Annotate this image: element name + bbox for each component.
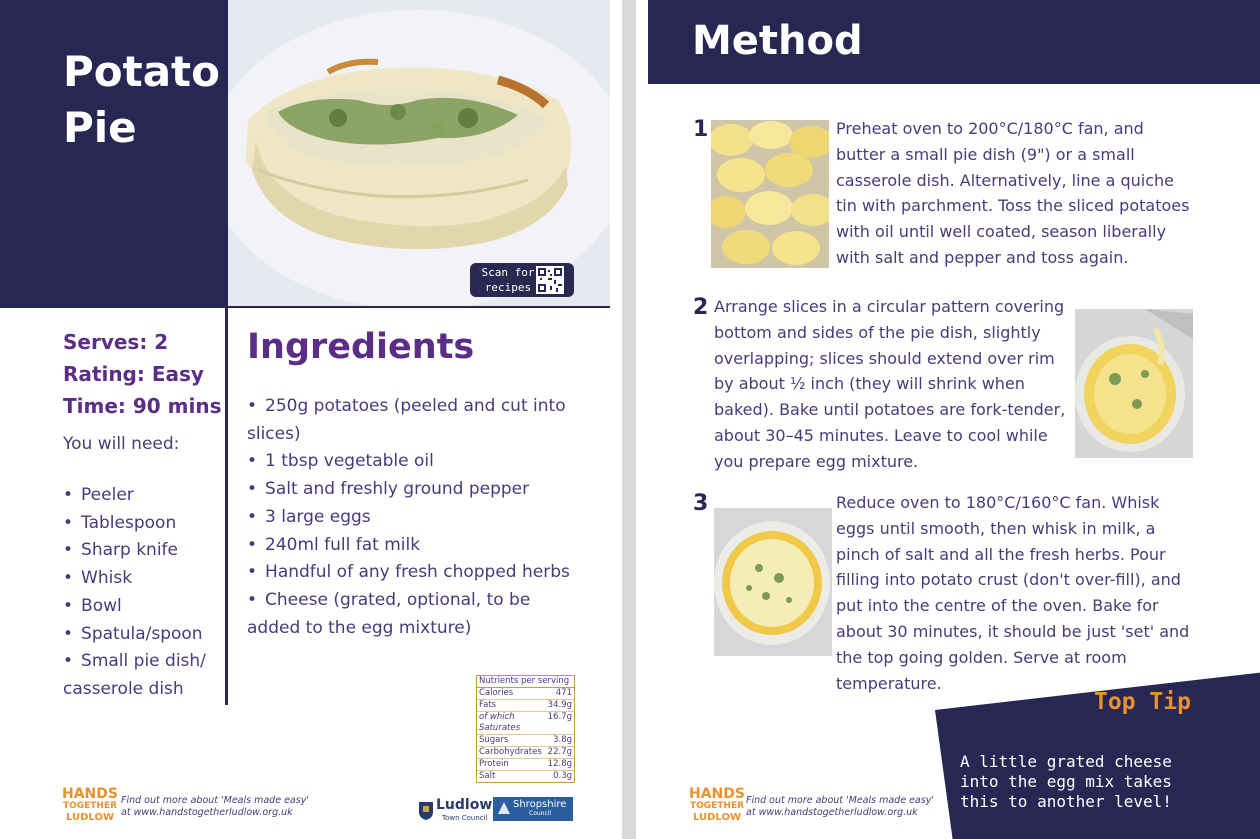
shropshire-council-logo: [493, 797, 573, 821]
equipment-item: • Whisk: [63, 565, 223, 593]
nutrition-row: [477, 700, 574, 712]
recipe-page-right: [648, 0, 1260, 839]
title-line-2: Pie: [63, 103, 137, 152]
nutrition-label: Carbohydrates: [479, 747, 542, 757]
nutrition-label: Salt: [479, 771, 496, 781]
equipment-item: • Tablespoon: [63, 510, 223, 538]
nutrition-label: of which Saturates: [479, 712, 521, 733]
nutrition-value: 16.7g: [547, 712, 572, 722]
nutrition-label: Sugars: [479, 735, 509, 745]
equipment-item: • Small pie dish/ casserole dish: [63, 648, 223, 703]
egg-filled-pie-illustration: [714, 508, 832, 656]
step-2-text: Arrange slices in a circular pattern covering bottom and sides of the pie dish, slightly overlapping; slices should extend over rim by about ½ inch (they will shrink when baked). Bake until potatoes are fork-tender, about 30–45 minutes. Leave to cool while you prepare egg mixture.: [714, 297, 1066, 471]
rating-label: Rating: Easy: [63, 362, 204, 386]
equipment-list: [63, 482, 223, 704]
ingredient-item: • 250g potatoes (peeled and cut into slices): [247, 393, 587, 448]
step-3-photo: [714, 508, 832, 656]
step-1-text: Preheat oven to 200°C/180°C fan, and butter a small pie dish (9") or a small casserole dish. Alternatively, line a quiche tin with parchment. Toss the sliced potatoes with oil until well coated, season liberally with salt and pepper and toss again.: [836, 119, 1190, 267]
nutrition-value: 12.8g: [547, 759, 572, 769]
step-1-photo: [711, 120, 829, 268]
top-tip-heading: Top Tip: [1094, 689, 1191, 715]
nutrition-header: Nutrients per serving: [477, 676, 574, 688]
nutrition-label: Fats: [479, 700, 497, 710]
qr-badge-text: [477, 265, 539, 295]
nutrition-value: 34.9g: [547, 700, 572, 710]
nutrition-value: 471: [555, 688, 572, 698]
logo-line-3: LUDLOW: [66, 812, 114, 823]
shropshire-emblem-icon: [497, 801, 511, 815]
ingredient-item: • 1 tbsp vegetable oil: [247, 448, 587, 476]
potato-pie-photo: [228, 0, 610, 306]
method-header: [648, 0, 1260, 84]
qr-scan-badge[interactable]: [470, 263, 574, 297]
title-line-1: Potato: [63, 47, 220, 96]
equipment-item: • Bowl: [63, 593, 223, 621]
page-gap: [610, 0, 622, 839]
nutrition-label: Calories: [479, 688, 514, 698]
recipe-page-left: [0, 0, 610, 839]
qr-badge-line-1: Scan for: [481, 266, 535, 279]
qr-code-icon[interactable]: [536, 266, 564, 294]
page-gap-right: [636, 0, 648, 839]
ludlow-council-name: Ludlow: [436, 797, 493, 813]
shropshire-council-name: Shropshire: [513, 799, 567, 810]
vertical-divider: [225, 306, 228, 705]
recipe-title: [63, 44, 223, 156]
nutrition-label: Protein: [479, 759, 509, 769]
nutrition-row: [477, 771, 574, 782]
footer-link[interactable]: at www.handstogetherludlow.org.uk: [746, 807, 918, 818]
ingredient-item: • 3 large eggs: [247, 504, 587, 532]
serves-label: Serves: 2: [63, 330, 169, 354]
title-block: [0, 0, 228, 306]
step-3-text: Reduce oven to 180°C/160°C fan. Whisk eggs until smooth, then whisk in milk, a pinch of salt and all the fresh herbs. Pour filling into potato crust (don't over-fill), and put into the centre of the oven. Bake for about 30 minutes, it should be just 'set' and the top going golden. Serve at room temperature.: [836, 493, 1190, 693]
horizontal-divider: [0, 306, 610, 308]
logo-line-1: HANDS: [62, 786, 118, 802]
nutrition-table: [476, 675, 575, 783]
logo-line-3: LUDLOW: [693, 812, 741, 823]
ingredients-list: [247, 393, 587, 642]
qr-badge-line-2: recipes: [484, 281, 532, 294]
nutrition-row: [477, 712, 574, 735]
logo-line-1: HANDS: [689, 786, 745, 802]
nutrition-value: 0.3g: [553, 771, 572, 781]
nutrition-value: 22.7g: [547, 747, 572, 757]
potato-pie-illustration: [228, 0, 610, 306]
nutrition-row: [477, 747, 574, 759]
step-1-number: 1: [693, 117, 709, 142]
ingredient-item: • Handful of any fresh chopped herbs: [247, 559, 587, 587]
recipe-meta: [63, 326, 222, 422]
footer-text-right: [746, 795, 934, 819]
footer-link[interactable]: at www.handstogetherludlow.org.uk: [121, 807, 293, 818]
equipment-item: • Peeler: [63, 482, 223, 510]
footer-text: [121, 795, 309, 819]
ingredient-item: • 240ml full fat milk: [247, 532, 587, 560]
logo-line-2: TOGETHER: [62, 801, 118, 811]
hands-together-ludlow-logo-right: [689, 788, 745, 823]
equipment-item: • Sharp knife: [63, 537, 223, 565]
logo-line-2: TOGETHER: [689, 801, 745, 811]
step-3-number: 3: [693, 491, 709, 516]
ludlow-crest-icon: [418, 801, 434, 821]
equipment-item: • Spatula/spoon: [63, 621, 223, 649]
ludlow-council-sub: Town Council: [442, 814, 488, 822]
nutrition-row: [477, 735, 574, 747]
hands-together-ludlow-logo: [62, 788, 118, 823]
ingredients-heading: Ingredients: [247, 327, 475, 367]
nutrition-row: [477, 688, 574, 700]
page-gutter: [622, 0, 636, 839]
footer-text-line-1: Find out more about 'Meals made easy': [121, 795, 309, 806]
method-heading: Method: [692, 18, 863, 64]
sliced-potatoes-illustration: [711, 120, 829, 268]
ingredient-item: • Cheese (grated, optional, to be added to the egg mixture): [247, 587, 587, 642]
top-tip-text: A little grated cheese into the egg mix takes this to another level!: [960, 752, 1172, 811]
you-will-need-heading: You will need:: [63, 434, 180, 454]
nutrition-row: [477, 759, 574, 771]
potato-crust-illustration: [1075, 309, 1193, 458]
ingredient-item: • Salt and freshly ground pepper: [247, 476, 587, 504]
shropshire-council-sub: Council: [529, 810, 552, 817]
step-2-photo: [1075, 309, 1193, 458]
footer-text-line-1: Find out more about 'Meals made easy': [746, 795, 934, 806]
step-2-number: 2: [693, 295, 709, 320]
time-label: Time: 90 mins: [63, 394, 222, 418]
nutrition-value: 3.8g: [553, 735, 572, 745]
